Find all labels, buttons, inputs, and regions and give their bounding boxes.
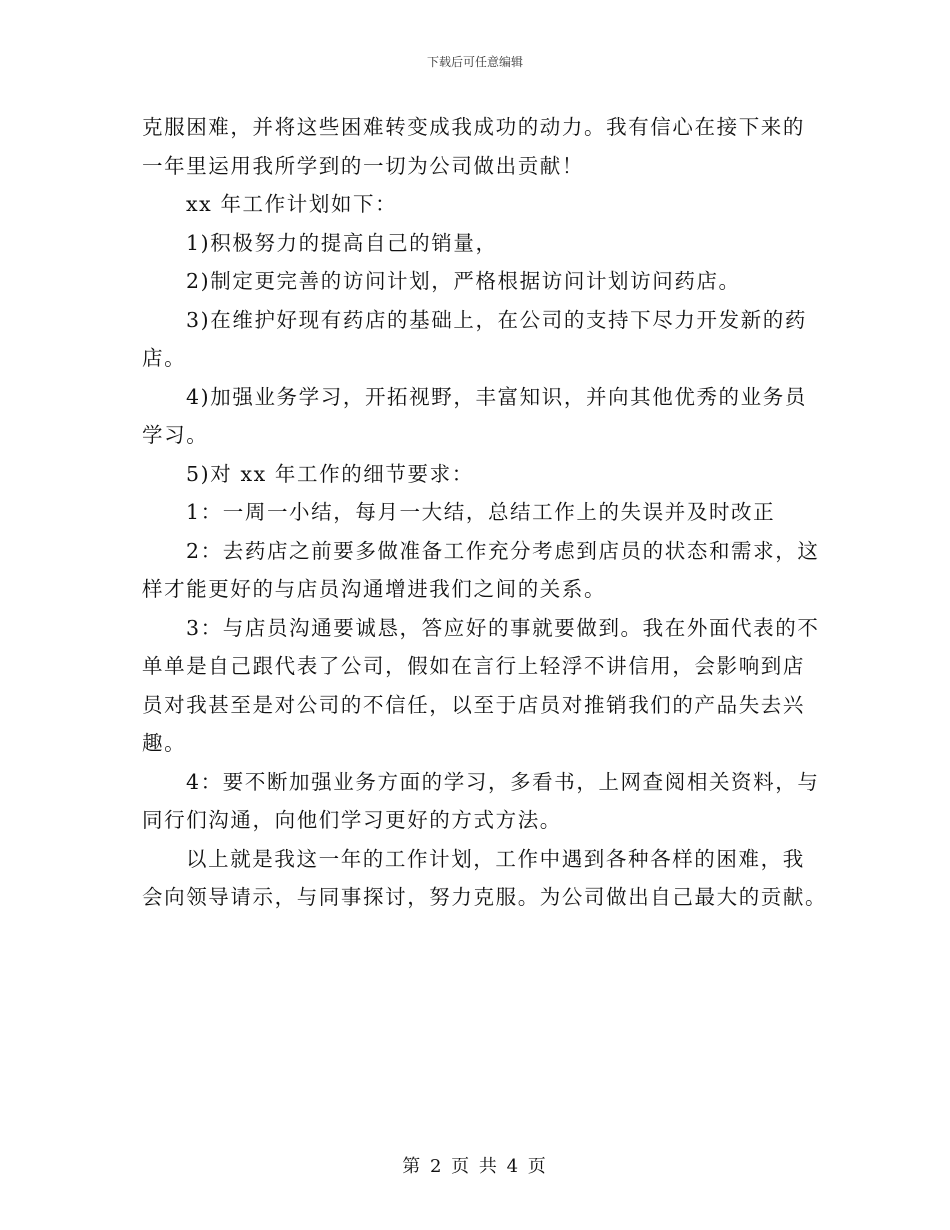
text-line: xx 年工作计划如下： [186, 192, 398, 216]
text-line: 同行们沟通，向他们学习更好的方式方法。 [142, 808, 562, 832]
text-line: 3)在维护好现有药店的基础上，在公司的支持下尽力开发新的药 [186, 307, 807, 332]
text-line: 趣。 [142, 731, 187, 755]
text-line: 4)加强业务学习，开拓视野，丰富知识，并向其他优秀的业务员 [186, 384, 807, 409]
text-line: 店。 [142, 346, 187, 370]
text-line: 3：与店员沟通要诚恳，答应好的事就要做到。我在外面代表的不 [186, 615, 820, 640]
text-line: 单单是自己跟代表了公司，假如在言行上轻浮不讲信用，会影响到店 [142, 654, 805, 678]
text-line: 1：一周一小结，每月一大结，总结工作上的失误并及时改正 [186, 500, 776, 524]
text-line: 5)对 xx 年工作的细节要求： [186, 461, 474, 486]
text-line: 1)积极努力的提高自己的销量， [186, 230, 498, 255]
text-line: 员对我甚至是对公司的不信任，以至于店员对推销我们的产品失去兴 [142, 692, 805, 717]
text-line: 会向领导请示，与同事探讨，努力克服。为公司做出自己最大的贡献。 [142, 885, 828, 909]
text-line: 样才能更好的与店员沟通增进我们之间的关系。 [142, 577, 607, 601]
page-number: 第 2 页 共 4 页 [402, 1156, 548, 1177]
text-line: 2：去药店之前要多做准备工作充分考虑到店员的状态和需求，这 [186, 538, 820, 563]
text-line: 一年里运用我所学到的一切为公司做出贡献！ [142, 153, 584, 178]
text-line: 以上就是我这一年的工作计划，工作中遇到各种各样的困难，我 [186, 846, 805, 871]
text-line: 4：要不断加强业务方面的学习，多看书，上网查阅相关资料，与 [186, 769, 820, 794]
text-line: 学习。 [142, 423, 209, 447]
text-line: 2)制定更完善的访问计划，严格根据访问计划访问药店。 [186, 269, 741, 293]
document-body [142, 108, 828, 917]
header-note: 下载后可任意编辑 [426, 55, 523, 69]
text-line: 克服困难，并将这些困难转变成我成功的动力。我有信心在接下来的 [142, 115, 805, 139]
